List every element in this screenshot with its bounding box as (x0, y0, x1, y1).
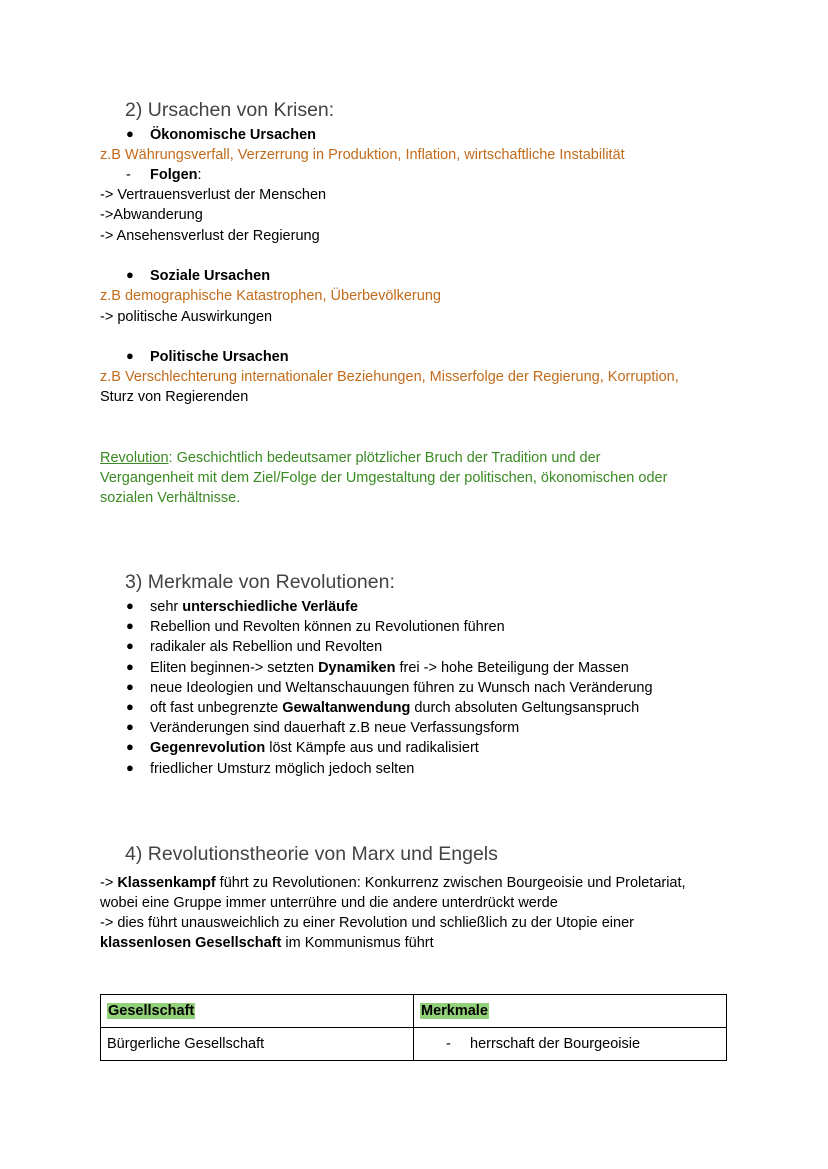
bullet-icon: ● (126, 658, 134, 674)
marx-paragraph-line-4: klassenlosen Gesellschaft im Kommunismus führt (100, 935, 434, 951)
bullet-icon: ● (126, 618, 134, 634)
political-examples: z.B Verschlechterung internationaler Beziehungen, Misserfolge der Regierung, Korruption, (100, 369, 679, 385)
consequence-item: -> Vertrauensverlust der Menschen (100, 187, 327, 203)
social-causes-title: Soziale Ursachen (150, 268, 271, 284)
bullet-icon: ● (126, 267, 134, 282)
list-item: Eliten beginnen-> setzten Dynamiken frei -> hohe Beteiligung der Massen (150, 659, 629, 676)
political-continuation: Sturz von Regierenden (100, 389, 249, 405)
consequences-dash: - (126, 167, 131, 183)
consequence-item: ->Abwanderung (100, 207, 203, 223)
section-3-heading: 3) Merkmale von Revolutionen: (125, 571, 395, 593)
table-cell-society: Bürgerliche Gesellschaft (101, 1028, 414, 1061)
economic-examples: z.B Währungsverfall, Verzerrung in Produktion, Inflation, wirtschaftliche Instabilität (100, 147, 625, 163)
bullet-icon: ● (126, 638, 134, 654)
table-header-cell: Gesellschaft (101, 995, 414, 1028)
social-examples: z.B demographische Katastrophen, Überbevölkerung (100, 288, 441, 304)
table-header-row (101, 995, 727, 1028)
revolution-definition-line-1: Revolution: Geschichtlich bedeutsamer plötzlicher Bruch der Tradition und der (100, 450, 601, 466)
bullet-icon: ● (126, 126, 134, 141)
economic-causes-title: Ökonomische Ursachen (150, 127, 316, 143)
bullet-icon: ● (126, 348, 134, 363)
list-item: friedlicher Umsturz möglich jedoch selten (150, 760, 415, 777)
consequence-item: -> Ansehensverlust der Regierung (100, 228, 320, 244)
bullet-icon: ● (126, 759, 134, 775)
list-item: sehr unterschiedliche Verläufe (150, 599, 358, 615)
table-header-cell: Merkmale (414, 995, 727, 1028)
list-item: Gegenrevolution löst Kämpfe aus und radikalisiert (150, 740, 479, 757)
table-row (101, 1028, 727, 1061)
revolution-term: Revolution (100, 450, 169, 466)
revolution-definition-line-2: Vergangenheit mit dem Ziel/Folge der Umgestaltung der politischen, ökonomischen oder (100, 470, 668, 486)
bullet-icon: ● (126, 678, 134, 694)
list-item: Rebellion und Revolten können zu Revolutionen führen (150, 619, 505, 636)
society-table (100, 994, 727, 1061)
marx-paragraph-line-3: -> dies führt unausweichlich zu einer Revolution und schließlich zu der Utopie einer (100, 915, 634, 931)
table-cell-feature: - herrschaft der Bourgeoisie (414, 1028, 727, 1061)
revolution-definition-line-3: sozialen Verhältnisse. (100, 490, 241, 506)
bullet-icon: ● (126, 739, 134, 755)
marx-paragraph-line-1: -> Klassenkampf führt zu Revolutionen: Konkurrenz zwischen Bourgeoisie und Proletariat, (100, 875, 686, 891)
section-4-heading: 4) Revolutionstheorie von Marx und Engels (125, 843, 498, 865)
social-effect: -> politische Auswirkungen (100, 309, 273, 325)
list-item: oft fast unbegrenzte Gewaltanwendung durch absoluten Geltungsanspruch (150, 700, 640, 716)
list-item: Veränderungen sind dauerhaft z.B neue Verfassungsform (150, 720, 520, 737)
list-item: neue Ideologien und Weltanschauungen führen zu Wunsch nach Veränderung (150, 679, 653, 696)
marx-paragraph-line-2: wobei eine Gruppe immer unterrühre und die andere unterdrückt werde (100, 895, 558, 911)
section-2-heading: 2) Ursachen von Krisen: (125, 99, 335, 121)
bullet-icon: ● (126, 598, 134, 613)
political-causes-title: Politische Ursachen (150, 349, 289, 365)
list-item: radikaler als Rebellion und Revolten (150, 639, 383, 656)
bullet-icon: ● (126, 699, 134, 714)
bullet-icon: ● (126, 719, 134, 735)
consequences-label: Folgen: (150, 167, 202, 183)
